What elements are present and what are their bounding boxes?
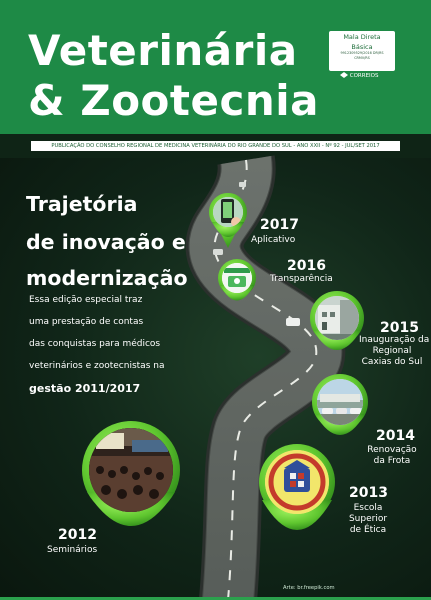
milestone-2017-label: Aplicativo — [251, 235, 296, 245]
stamp-line4: CRMV/RS — [354, 56, 370, 60]
milestone-2015-label-line2: Regional — [372, 346, 412, 356]
pin-2014-icon — [312, 374, 368, 435]
publication-text: PUBLICAÇÃO DO CONSELHO REGIONAL DE MEDICINA VETERINÁRIA DO RIO GRANDE DO SUL - ANO XXII - Nº 92 - JUL/SET 2017 — [51, 143, 380, 149]
cover-headline-line1: Trajetória — [26, 192, 138, 216]
art-credit: Arte: br.freepik.com — [283, 585, 335, 591]
milestone-2017-year: 2017 — [260, 217, 299, 233]
correios-logo-text: CORREIOS — [349, 73, 379, 79]
stamp-line3: 9912309529/2016 DR/RS — [340, 51, 384, 55]
cover-headline-line2: de inovação e — [26, 230, 186, 254]
milestone-2012-label: Seminários — [47, 545, 98, 555]
milestone-2016-year: 2016 — [287, 258, 326, 274]
pin-2013-icon — [259, 444, 335, 530]
stamp-line1: Mala Direta — [343, 33, 381, 41]
car-icon — [286, 318, 300, 326]
milestone-2013-label — [346, 503, 390, 536]
car-icon — [239, 182, 246, 187]
milestone-2015-label-line3: Caxias do Sul — [361, 357, 423, 367]
cover-intro-line1: Essa edição especial traz — [29, 295, 143, 305]
cover-intro-line4: veterinários e zootecnistas na — [29, 361, 165, 371]
milestone-2016-label: Transparência — [270, 274, 333, 284]
magazine-title-line1: Veterinária — [28, 26, 298, 75]
milestone-2015-label — [359, 335, 430, 368]
magazine-title-line2: & Zootecnia — [28, 76, 320, 125]
milestone-2014-label-line2: da Frota — [373, 456, 411, 466]
milestone-2013-year: 2013 — [349, 485, 388, 501]
milestone-2014-label — [364, 445, 420, 467]
milestone-2012-year: 2012 — [58, 527, 97, 543]
milestone-2013-label-line3: de Ética — [349, 525, 387, 535]
cover-headline-line3: modernização — [26, 266, 188, 290]
milestone-2015-label-line1: Inauguração da — [359, 335, 430, 345]
stamp-line2: Básica — [351, 43, 373, 51]
cover-intro-line3: das conquistas para médicos — [29, 339, 161, 349]
milestone-2015-year: 2015 — [380, 320, 419, 336]
cover-intro-line5: gestão 2011/2017 — [29, 382, 141, 395]
milestone-2013-label-line1: Escola — [353, 503, 383, 513]
milestone-2014-year: 2014 — [376, 428, 415, 444]
milestone-2013-label-line2: Superior — [348, 514, 388, 524]
car-icon — [213, 249, 223, 255]
cover-intro-line2: uma prestação de contas — [29, 317, 144, 327]
milestone-2014-label-line1: Renovação — [367, 445, 417, 455]
pin-2012-icon — [82, 421, 180, 526]
